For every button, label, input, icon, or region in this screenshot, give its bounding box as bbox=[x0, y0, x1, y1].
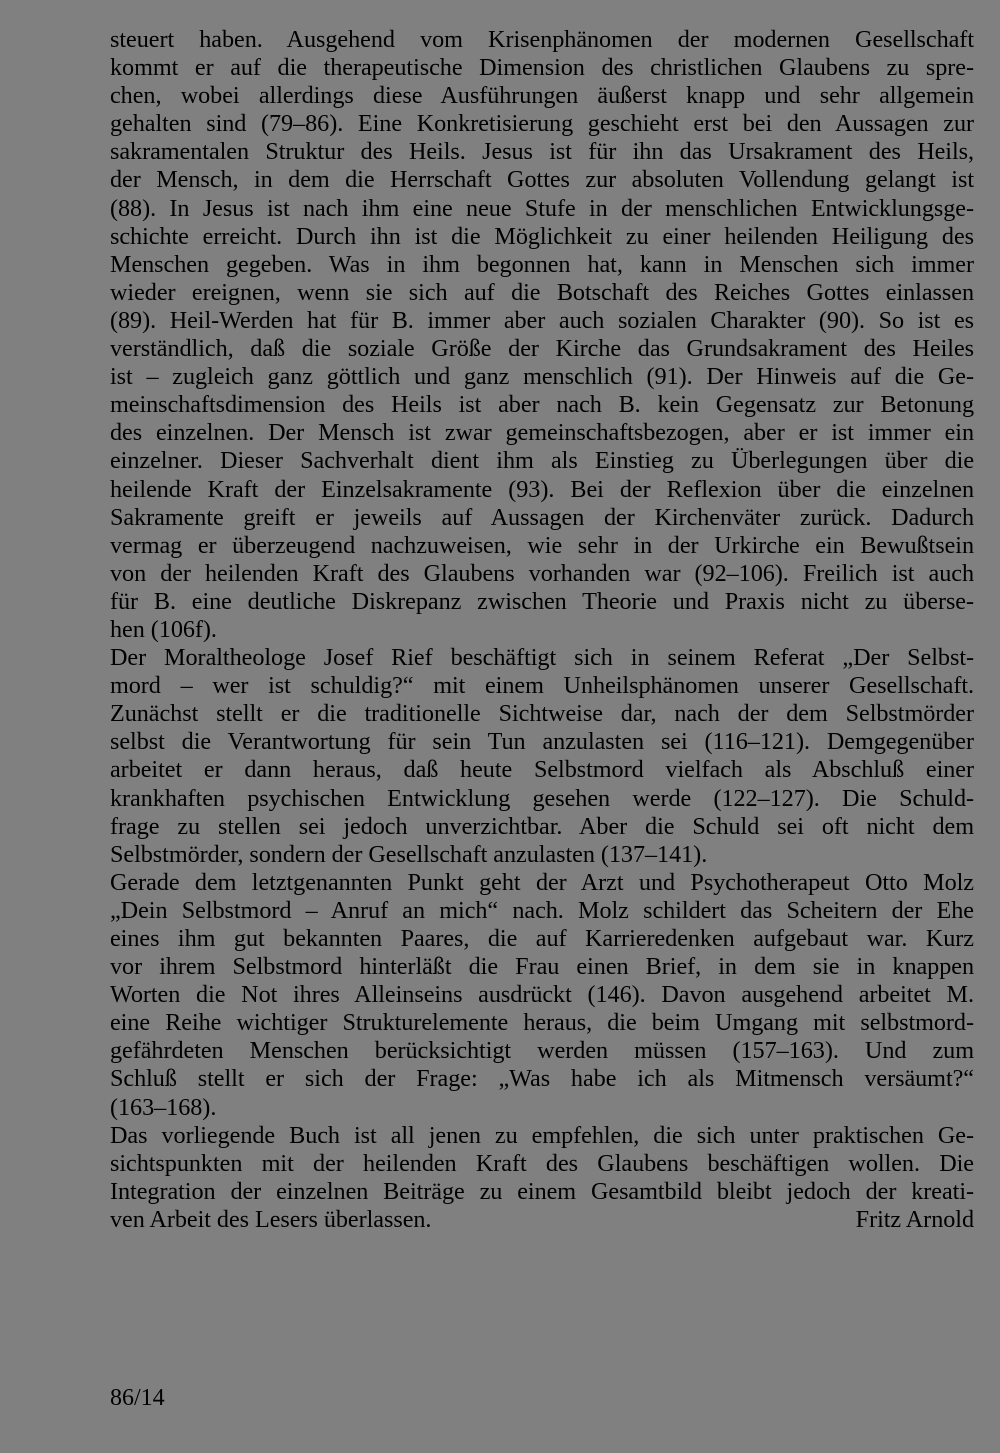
text-line: Zunächst stellt er die traditionelle Sichtweise dar, nach der dem Selbstmörder bbox=[110, 700, 974, 728]
text-line: frage zu stellen sei jedoch unverzichtbar. Aber die Schuld sei oft nicht dem bbox=[110, 812, 974, 840]
paragraph-2 bbox=[110, 644, 974, 869]
text-line: krankhaften psychischen Entwicklung gesehen werde (122–127). Die Schuld- bbox=[110, 784, 974, 812]
text-line: Sakramente greift er jeweils auf Aussagen der Kirchenväter zurück. Dadurch bbox=[110, 503, 974, 531]
text-line: vor ihrem Selbstmord hinterläßt die Frau einen Brief, in dem sie in knappen bbox=[110, 953, 974, 981]
text-line: mord – wer ist schuldig?“ mit einem Unheilsphänomen unserer Gesellschaft. bbox=[110, 672, 974, 700]
text-line: ist – zugleich ganz göttlich und ganz menschlich (91). Der Hinweis auf die Ge- bbox=[110, 363, 974, 391]
text-line: verständlich, daß die soziale Größe der Kirche das Grundsakrament des Heiles bbox=[110, 335, 974, 363]
text-line: des einzelnen. Der Mensch ist zwar gemeinschaftsbezogen, aber er ist immer ein bbox=[110, 419, 974, 447]
text-line: der Mensch, in dem die Herrschaft Gottes zur absoluten Vollendung gelangt ist bbox=[110, 166, 974, 194]
text-line: heilende Kraft der Einzelsakramente (93). Bei der Reflexion über die einzelnen bbox=[110, 475, 974, 503]
closing-line bbox=[110, 1206, 974, 1234]
text-line: von der heilenden Kraft des Glaubens vorhanden war (92–106). Freilich ist auch bbox=[110, 559, 974, 587]
text-line: eines ihm gut bekannten Paares, die auf Karrieredenken aufgebaut war. Kurz bbox=[110, 925, 974, 952]
text-line: chen, wobei allerdings diese Ausführungen äußerst knapp und sehr allgemein bbox=[110, 82, 974, 110]
text-line: Menschen gegeben. Was in ihm begonnen hat, kann in Menschen sich immer bbox=[110, 250, 974, 278]
text-line: selbst die Verantwortung für sein Tun anzulasten sei (116–121). Demgegenüber bbox=[110, 728, 974, 756]
text-line: Selbstmörder, sondern der Gesellschaft anzulasten (137–141). bbox=[110, 840, 708, 868]
text-line: Das vorliegende Buch ist all jenen zu empfehlen, die sich unter praktischen Ge- bbox=[110, 1121, 974, 1149]
author-signature: Fritz Arnold bbox=[855, 1205, 974, 1233]
paragraph-4 bbox=[110, 1122, 974, 1234]
paragraph-3 bbox=[110, 869, 974, 1122]
text-line: gefährdeten Menschen berücksichtigt werden müssen (157–163). Und zum bbox=[110, 1037, 974, 1065]
text-line: wieder ereignen, wenn sie sich auf die Botschaft des Reiches Gottes einlassen bbox=[110, 278, 974, 306]
text-line: schichte erreicht. Durch ihn ist die Möglichkeit zu einer heilenden Heiligung des bbox=[110, 222, 974, 250]
text-line: ven Arbeit des Lesers überlassen. bbox=[110, 1205, 432, 1233]
text-line: „Dein Selbstmord – Anruf an mich“ nach. Molz schildert das Scheitern der Ehe bbox=[110, 896, 974, 924]
text-line: für B. eine deutliche Diskrepanz zwischen Theorie und Praxis nicht zu überse- bbox=[110, 587, 974, 615]
paragraph-1 bbox=[110, 26, 974, 644]
text-line: Worten die Not ihres Alleinseins ausdrückt (146). Davon ausgehend arbeitet M. bbox=[110, 981, 974, 1009]
text-line: einzelner. Dieser Sachverhalt dient ihm als Einstieg zu Überlegungen über die bbox=[110, 447, 974, 475]
text-line: sakramentalen Struktur des Heils. Jesus ist für ihn das Ursakrament des Heils, bbox=[110, 138, 974, 166]
text-line: kommt er auf die therapeutische Dimension des christlichen Glaubens zu spre- bbox=[110, 54, 974, 82]
text-line: vermag er überzeugend nachzuweisen, wie sehr in der Urkirche ein Bewußtsein bbox=[110, 531, 974, 559]
text-line: Schluß stellt er sich der Frage: „Was habe ich als Mitmensch versäumt?“ bbox=[110, 1065, 974, 1093]
text-line: meinschaftsdimension des Heils ist aber nach B. kein Gegensatz zur Betonung bbox=[110, 391, 974, 419]
text-line: (89). Heil-Werden hat für B. immer aber auch sozialen Charakter (90). So ist es bbox=[110, 306, 974, 334]
text-line: Der Moraltheologe Josef Rief beschäftigt sich in seinem Referat „Der Selbst- bbox=[110, 644, 974, 672]
page-number: 86/14 bbox=[110, 1385, 165, 1411]
text-line: steuert haben. Ausgehend vom Krisenphänomen der modernen Gesellschaft bbox=[110, 26, 974, 53]
text-line: hen (106f). bbox=[110, 615, 217, 643]
text-line: eine Reihe wichtiger Strukturelemente heraus, die beim Umgang mit selbstmord- bbox=[110, 1009, 974, 1037]
text-line: arbeitet er dann heraus, daß heute Selbstmord vielfach als Abschluß einer bbox=[110, 756, 974, 784]
text-line: Integration der einzelnen Beiträge zu einem Gesamtbild bleibt jedoch der kreati- bbox=[110, 1177, 974, 1205]
text-line: sichtspunkten mit der heilenden Kraft des Glaubens beschäftigen wollen. Die bbox=[110, 1149, 974, 1177]
review-text-body bbox=[110, 26, 974, 1234]
text-line: (163–168). bbox=[110, 1093, 217, 1121]
text-line: gehalten sind (79–86). Eine Konkretisierung geschieht erst bei den Aussagen zur bbox=[110, 110, 974, 138]
text-line: Gerade dem letztgenannten Punkt geht der Arzt und Psychotherapeut Otto Molz bbox=[110, 868, 974, 896]
text-line: (88). In Jesus ist nach ihm eine neue Stufe in der menschlichen Entwicklungsge- bbox=[110, 194, 974, 222]
